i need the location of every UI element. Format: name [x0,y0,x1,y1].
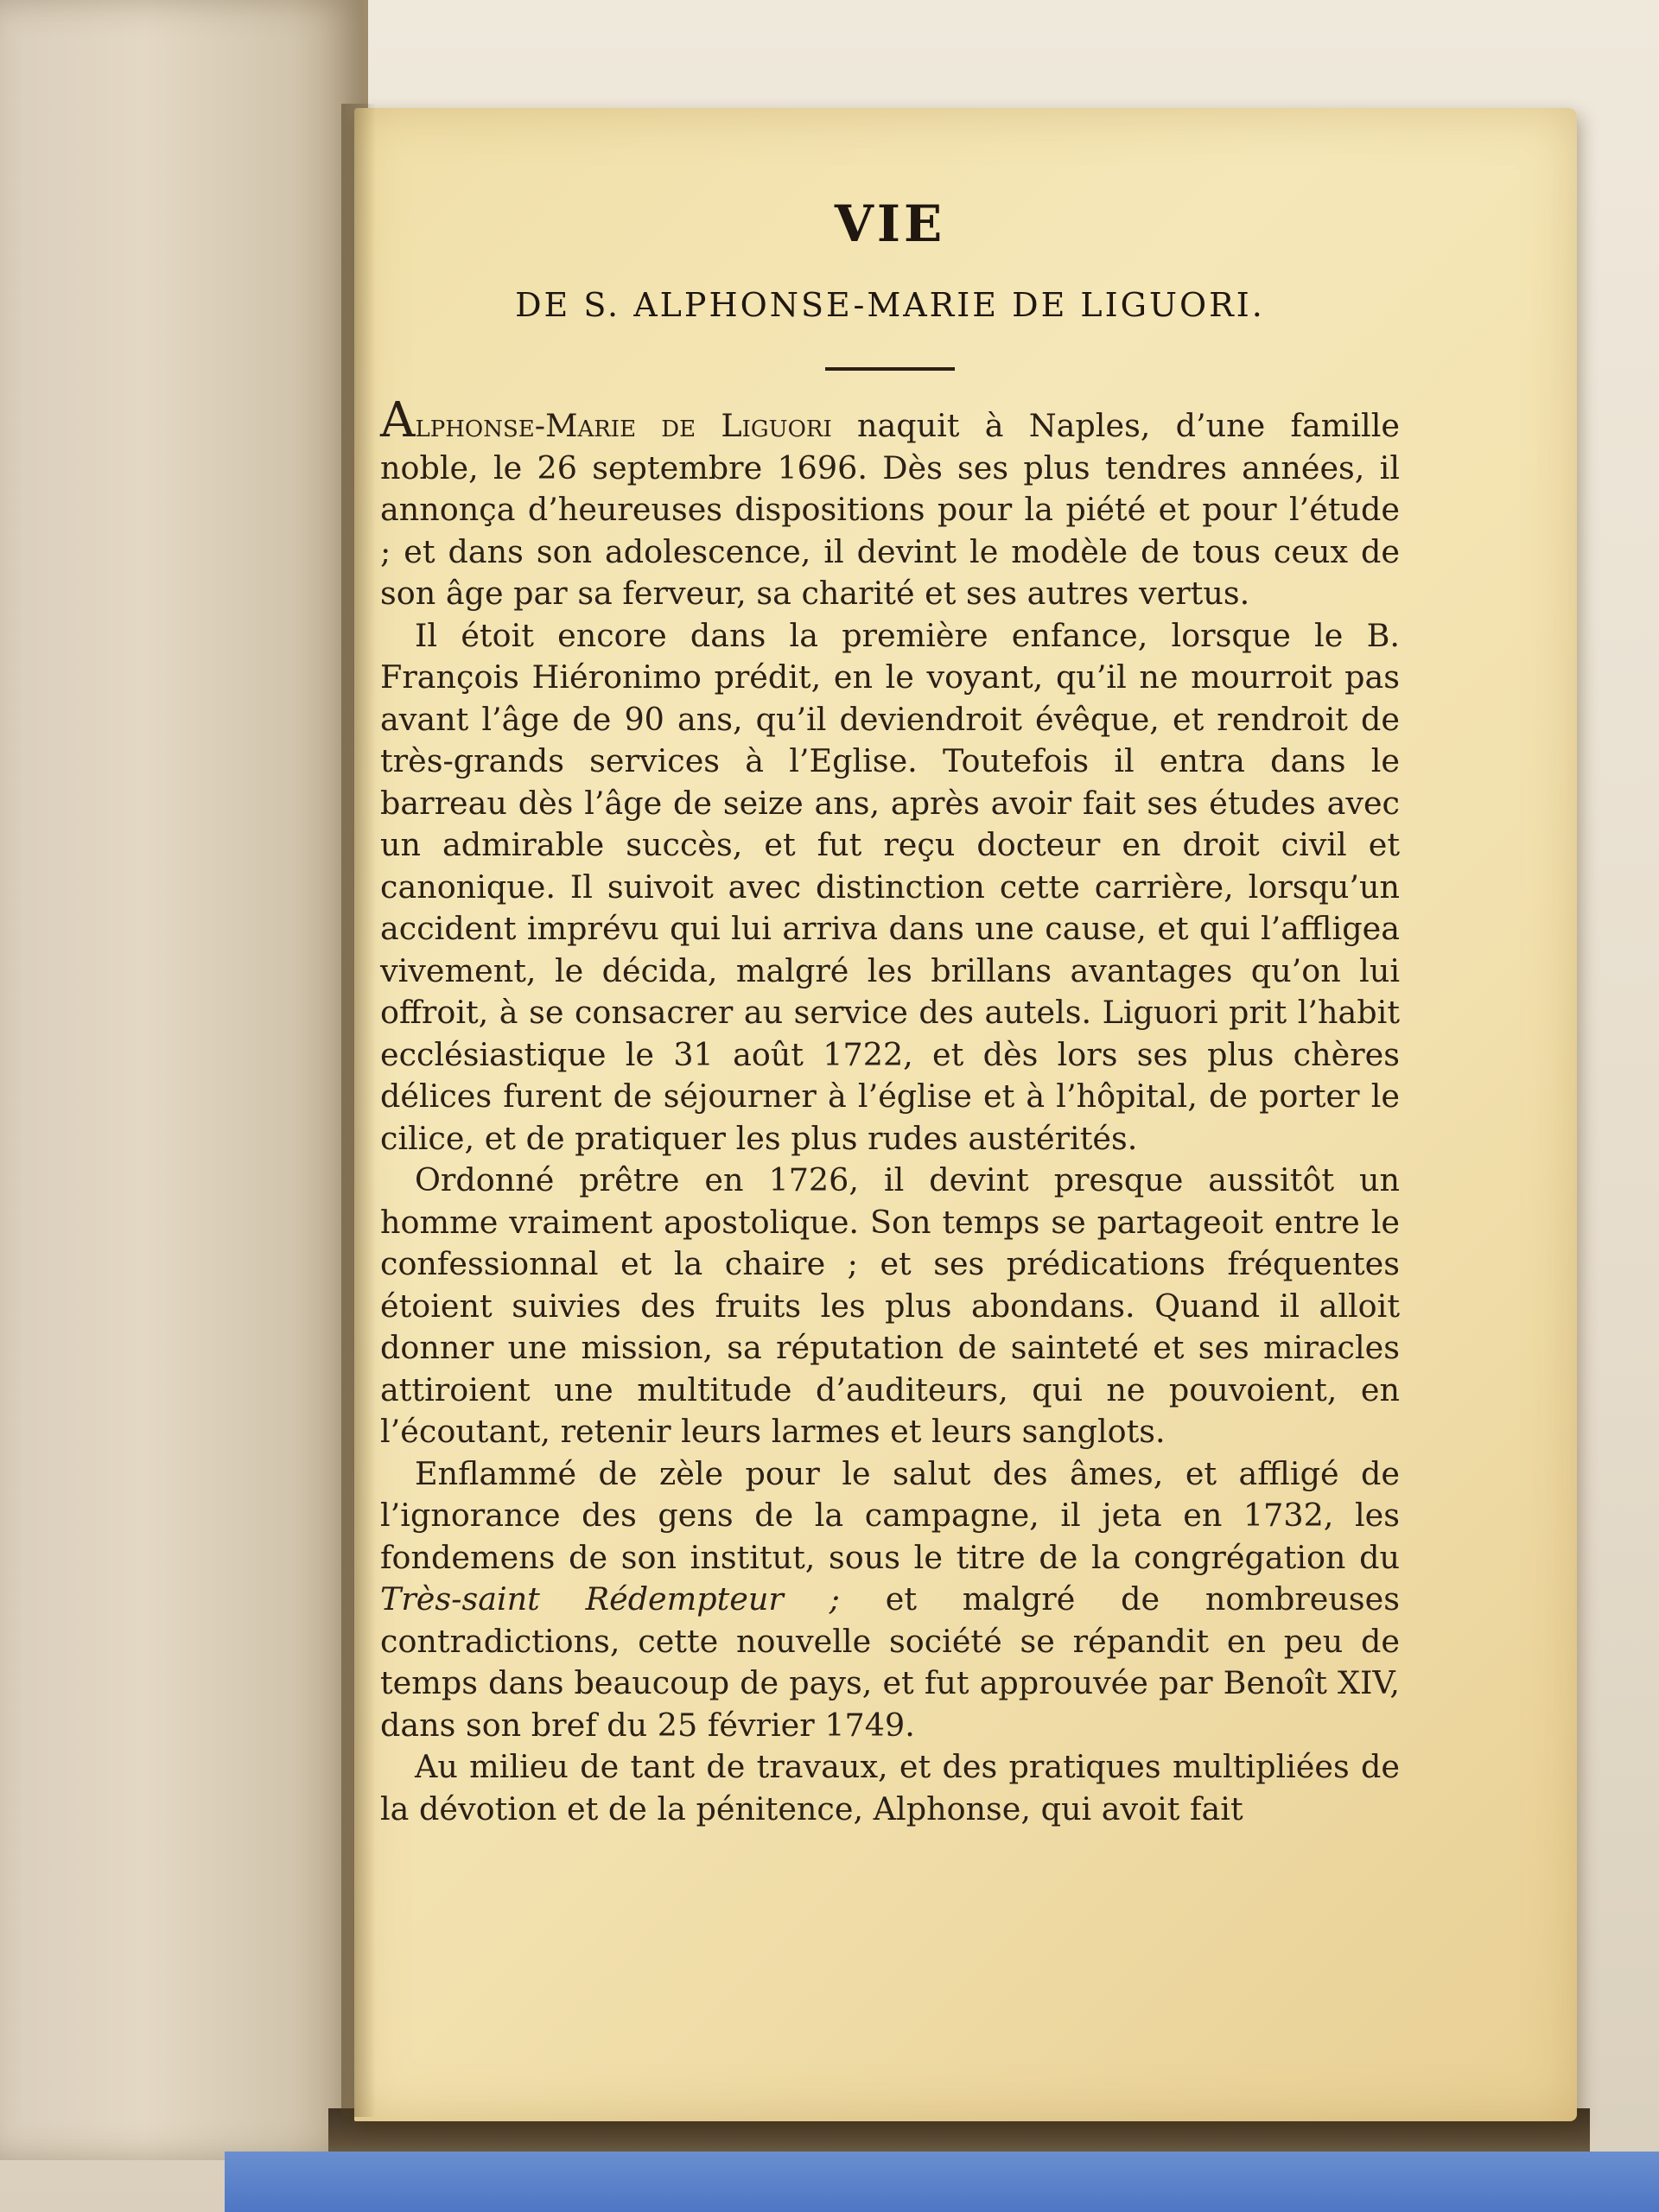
paragraph-1-text: naquit à Naples, d’une famille noble, le 26 septembre 1696. Dès ses plus tendres années, il annonça d’heureuses dispositions pour la piété et pour l’étude ; et dans son adolescence, il devint le modèle de tous ceux de son âge par sa ferveur, sa charité et ses autres vertus. [380,407,1400,612]
left-page-leaf [0,0,368,2160]
paragraph-1 [380,392,1400,615]
blue-surface [225,2152,1659,2212]
page-text [380,194,1400,1830]
title-rule [825,367,955,371]
paragraph-3: Ordonné prêtre en 1726, il devint presque aussitôt un homme vraiment apostolique. Son temps se partageoit entre le confessionnal et la chaire ; et ses prédications fréquentes étoient suivies des fruits les plus abondans. Quand il alloit donner une mission, sa réputation de sainteté et ses miracles attiroient une multitude d’auditeurs, qui ne pouvoient, en l’écoutant, retenir leurs larmes et leurs sanglots. [380,1161,1400,1450]
gutter-shadow [341,104,376,2117]
paragraph-2: Il étoit encore dans la première enfance, lorsque le B. François Hiéronimo prédit, en le voyant, qu’il ne mourroit pas avant l’âge de 90 ans, qu’il deviendroit évêque, et rendroit de très-grands services à l’Eglise. Toutefois il entra dans le barreau dès l’âge de seize ans, après avoir fait ses études avec un admirable succès, et fut reçu docteur en droit civil et canonique. Il suivoit avec distinction cette carrière, lorsqu’un accident imprévu qui lui arriva dans une cause, et qui l’affligea vivement, le décida, malgré les brillans avantages qu’on lui offroit, à se consacrer au service des autels. Liguori prit l’habit ecclésiastique le 31 août 1722, et dès lors ses plus chères délices furent de séjourner à l’église et à l’hôpital, de porter le cilice, et de pratiquer les plus rudes austérités. [380,616,1400,1157]
paragraph-5: Au milieu de tant de travaux, et des pratiques multipliées de la dévotion et de la pénitence, Alphonse, qui avoit fait [380,1748,1400,1827]
paragraph-4-text-a: Enflammé de zèle pour le salut des âmes, et affligé de l’ignorance des gens de la campagne, il jeta en 1732, les fondemens de son institut, sous le titre de la congrégation du [380,1454,1400,1576]
dropcap: A [380,392,416,448]
paragraph-1-lead: lphonse-Marie de Liguori [415,407,832,444]
paragraph-4-italic: Très-saint Rédempteur ; [380,1580,840,1618]
page-title: VIE [834,194,946,253]
paragraph-4-text-b: et malgré de nombreuses contradictions, cette nouvelle société se répandit en peu de temps dans beaucoup de pays, et fut approuvée par Benoît XIV, dans son bref du 25 février 1749. [380,1580,1400,1744]
paragraph-4 [380,1453,1400,1747]
page-subtitle: DE S. ALPHONSE-MARIE DE LIGUORI. [515,286,1265,324]
